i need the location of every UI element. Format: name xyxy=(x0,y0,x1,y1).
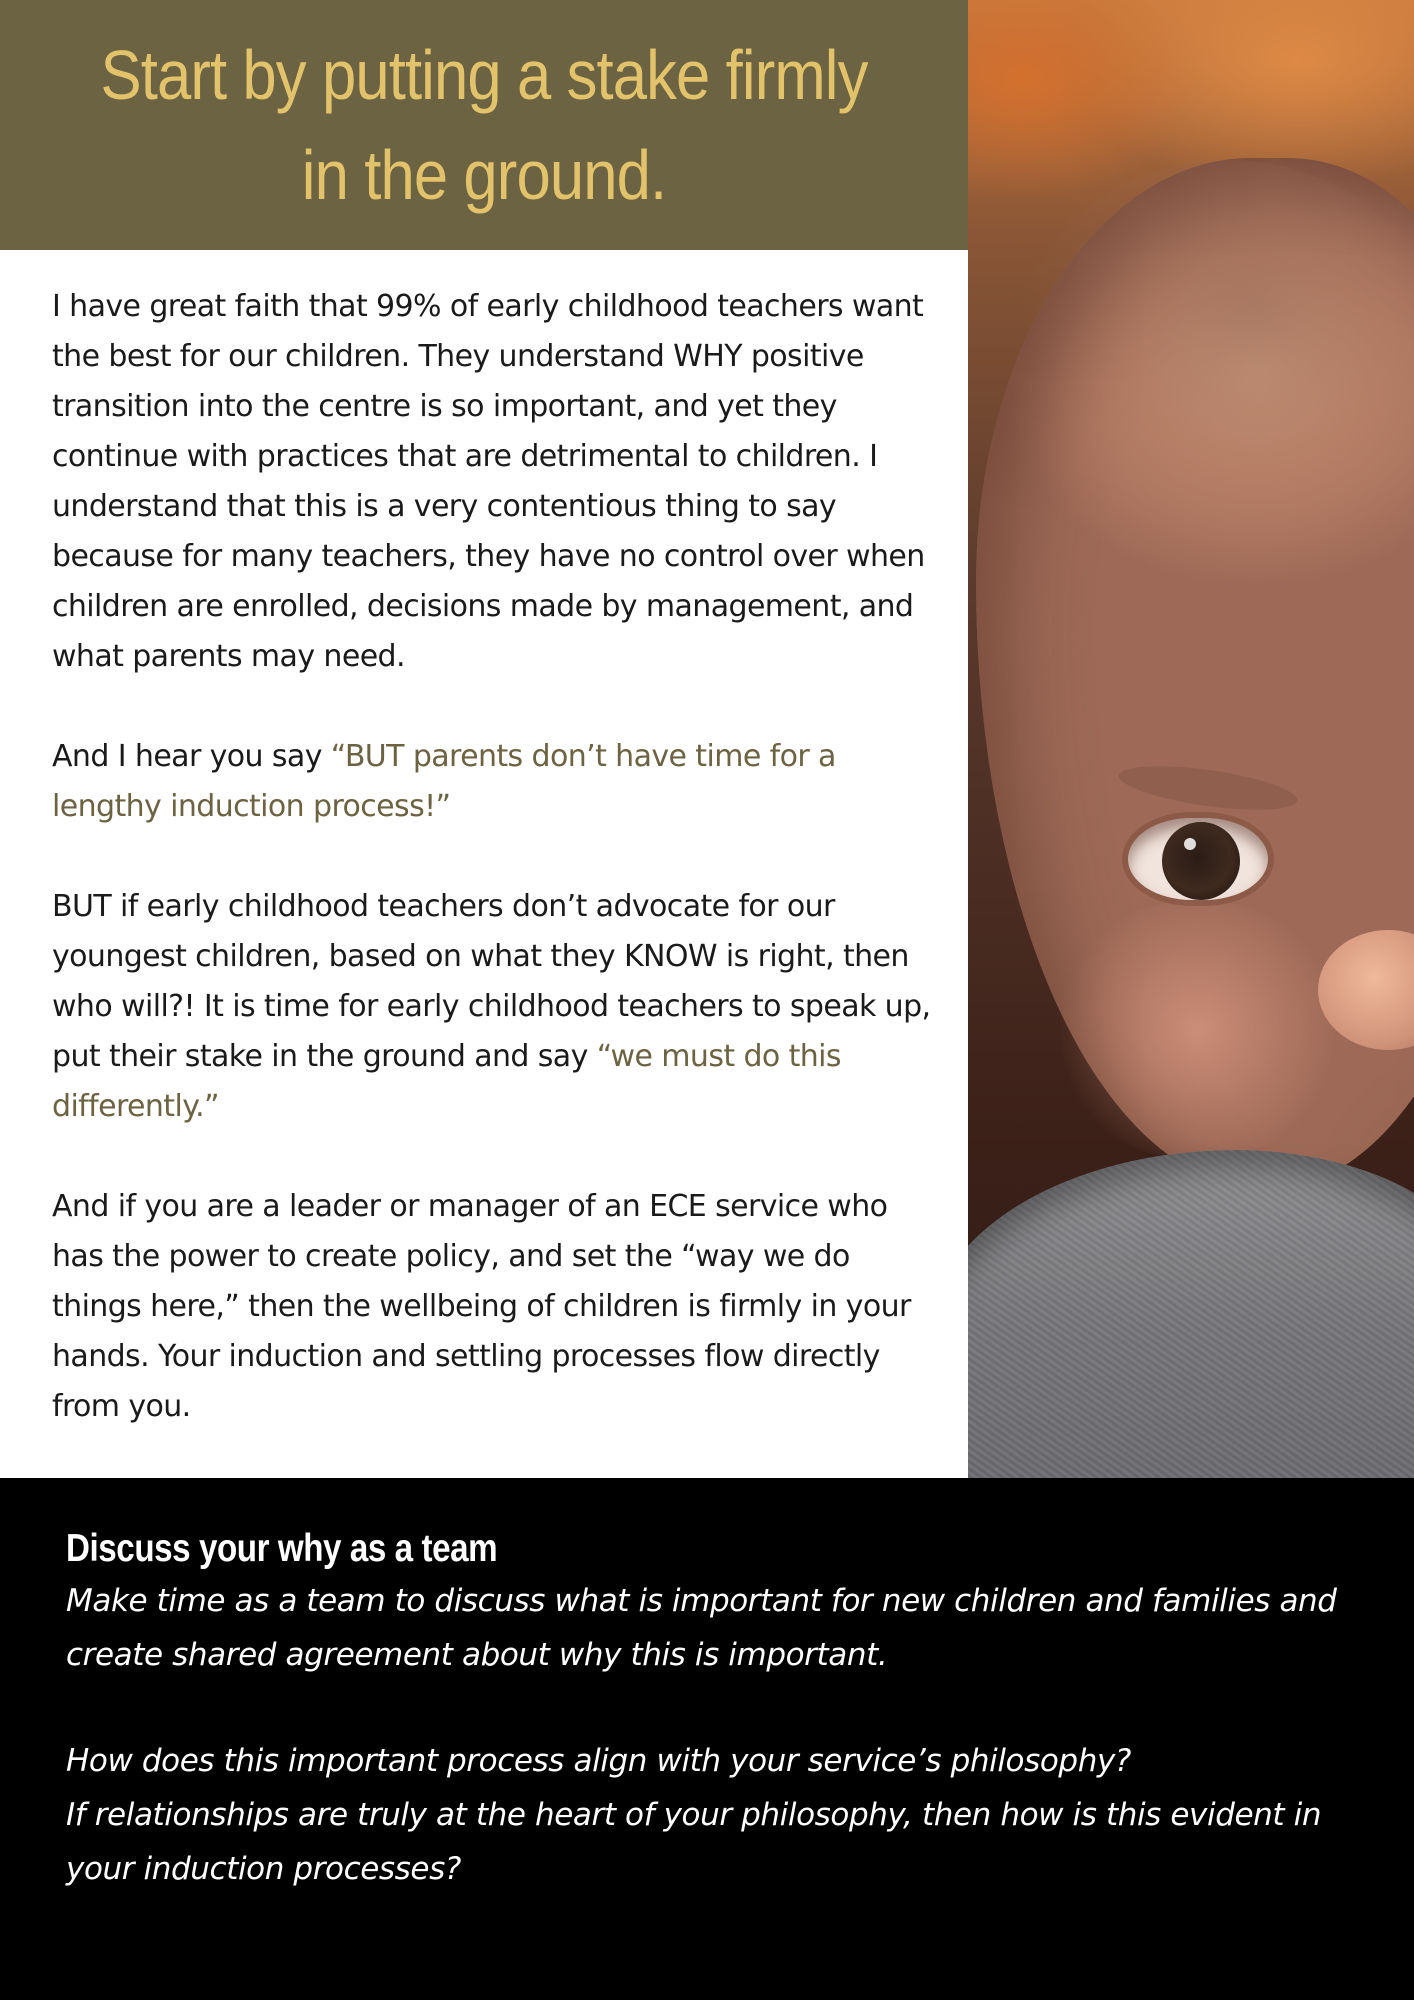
photo-iris-shape xyxy=(1162,822,1240,900)
page-title xyxy=(88,25,880,225)
paragraph-4: And if you are a leader or manager of an ECE service who has the power to create policy, and set the “way we do things here,” then the wellbeing of children is firmly in your hands. Your induction and settling processes flow directly from you. xyxy=(52,1189,911,1424)
body-text xyxy=(52,282,932,1482)
callout-question-1: How does this important process align with your service’s philosophy? xyxy=(66,1743,1131,1779)
photo-hair-shape xyxy=(1018,160,1414,520)
callout-paragraph-1: Make time as a team to discuss what is important for new children and families and create shared agreement about why this is important. xyxy=(66,1583,1337,1673)
paragraph-3-lead: BUT if early childhood teachers don’t advocate for our youngest children, based on what they KNOW is right, then who will?! It is time for early childhood teachers to speak up, put their stake in the ground and say xyxy=(52,889,931,1074)
paragraph-3-quote: “we must do this differently.” xyxy=(52,1039,841,1124)
callout-panel xyxy=(0,1478,1414,2000)
callout-paragraph-2 xyxy=(66,1734,1366,1896)
photo-eye-shape xyxy=(1128,818,1268,900)
title-line-2: in the ground. xyxy=(301,136,667,214)
baby-photo xyxy=(968,0,1414,1478)
photo-cloth-shape xyxy=(968,1150,1414,1478)
paragraph-2 xyxy=(52,732,932,832)
callout-text xyxy=(66,1574,1366,1948)
photo-cheek-shape xyxy=(1048,900,1348,1160)
callout-heading: Discuss your why as a team xyxy=(66,1527,498,1570)
paragraph-3 xyxy=(52,882,932,1132)
paragraph-1: I have great faith that 99% of early childhood teachers want the best for our children. They understand WHY positive transition into the centre is so important, and yet they continue with practices that are detrimental to children. I understand that this is a very contentious thing to say because for many teachers, they have no control over when children are enrolled, decisions made by management, and what parents may need. xyxy=(52,289,925,674)
paragraph-2-quote: “BUT parents don’t have time for a lengthy induction process!” xyxy=(52,739,836,824)
title-line-1: Start by putting a stake firmly xyxy=(100,36,868,114)
photo-eye-glint xyxy=(1184,838,1196,850)
title-banner xyxy=(0,0,968,250)
callout-question-2: If relationships are truly at the heart of your philosophy, then how is this evident in your induction processes? xyxy=(66,1797,1322,1887)
paragraph-2-lead: And I hear you say xyxy=(52,739,331,774)
